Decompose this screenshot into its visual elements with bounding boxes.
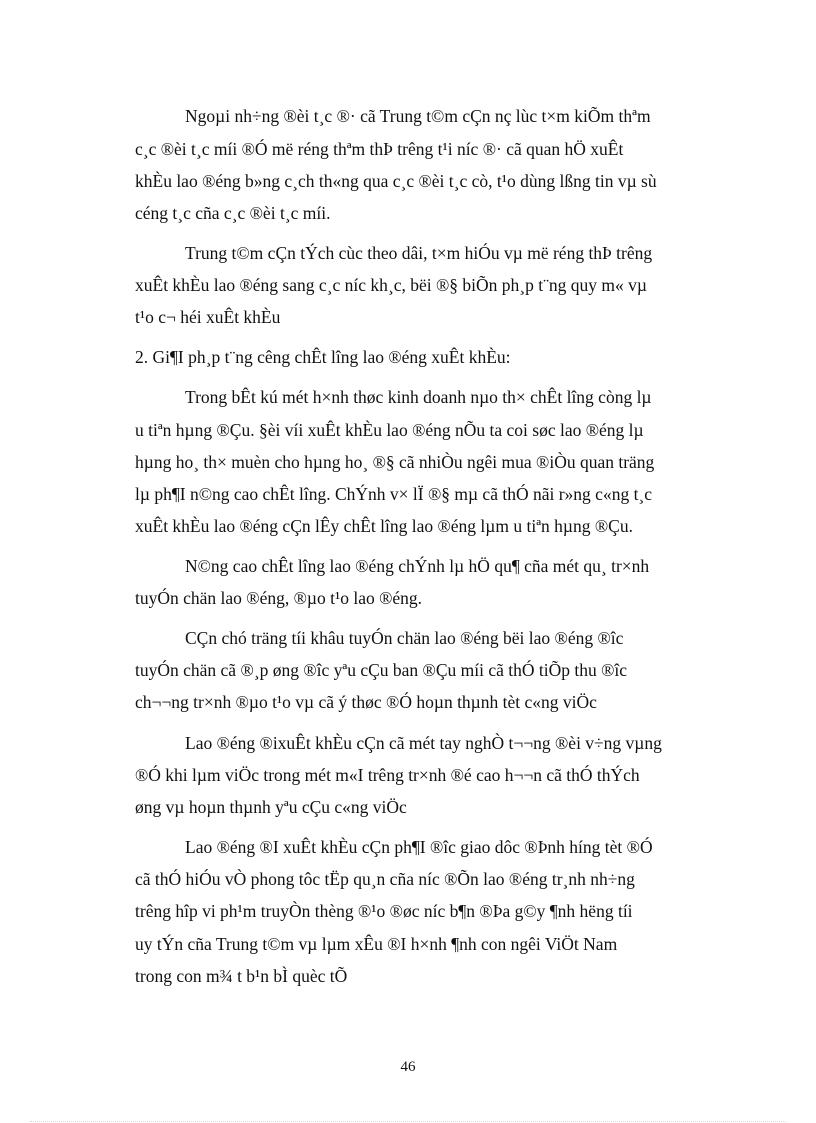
paragraph-2-line-2: xuÊt khÈu lao ®éng sang c¸c níc kh¸c, bëi ®§ biÕn ph¸p t¨ng quy m« vµ <box>135 275 647 295</box>
paragraph-2-line-3: t¹o c¬ héi xuÊt khÈu <box>135 307 281 327</box>
paragraph-3-line-4: lµ ph¶I n©ng cao chÊt lîng. ChÝnh v× lÏ ®§ mµ cã thÓ nãi r»ng c«ng t¸c <box>135 484 653 504</box>
paragraph-3-line-2: u tiªn hµng ®Çu. §èi víi xuÊt khÈu lao ®éng nÕu ta coi søc lao ®éng lµ <box>135 420 644 440</box>
paragraph-5-line-3: ch¬¬ng tr×nh ®µo t¹o vµ cã ý thøc ®Ó hoµn thµnh tèt c«ng viÖc <box>135 692 597 712</box>
paragraph-1-line-1: Ngoµi nh÷ng ®èi t¸c ®· cã Trung t©m cÇn nç lùc t×m kiÕm thªm <box>185 106 651 126</box>
paragraph-6-line-2: ®Ó khi lµm viÖc trong mét m«I trêng tr×nh ®é cao h¬¬n cã thÓ thÝch <box>135 765 640 785</box>
paragraph-1-line-3: khÈu lao ®éng b»ng c¸ch th«ng qua c¸c ®èi t¸c cò, t¹o dùng lßng tin vµ sù <box>135 171 657 191</box>
paragraph-6-line-3: øng vµ hoµn thµnh yªu cÇu c«ng viÖc <box>135 797 407 817</box>
paragraph-7-line-3: trêng hîp vi ph¹m truyÒn thèng ®¹o ®øc níc b¶n ®Þa g©y ¶nh hëng tíi <box>135 901 633 921</box>
paragraph-7-line-1: Lao ®éng ®I xuÊt khÈu cÇn ph¶I ®îc giao dôc ®Þnh híng tèt ®Ó <box>185 837 653 857</box>
paragraph-3-line-3: hµng ho¸ th× muèn cho hµng ho¸ ®§ cã nhiÒu ngêi mua ®iÒu quan träng <box>135 452 655 472</box>
section-heading-2: 2. Gi¶I ph¸p t¨ng cêng chÊt lîng lao ®éng xuÊt khÈu: <box>135 347 511 367</box>
paragraph-3-line-1: Trong bÊt kú mét h×nh thøc kinh doanh nµo th× chÊt lîng còng lµ <box>185 387 652 407</box>
paragraph-7-line-4: uy tÝn cña Trung t©m vµ lµm xÊu ®I h×nh ¶nh con ngêi ViÖt Nam <box>135 934 618 954</box>
paragraph-4-line-2: tuyÓn chän lao ®éng, ®µo t¹o lao ®éng. <box>135 588 423 608</box>
paragraph-5-line-1: CÇn chó träng tíi khâu tuyÓn chän lao ®éng bëi lao ®éng ®îc <box>185 628 624 648</box>
paragraph-7-line-2: cã thÓ hiÓu vÒ phong tôc tËp qu¸n cña níc ®Õn lao ®éng tr¸nh nh÷ng <box>135 869 635 889</box>
paragraph-7-line-5: trong con m¾ t b¹n bÌ quèc tÕ <box>135 966 348 986</box>
paragraph-6-line-1: Lao ®éng ®ixuÊt khÈu cÇn cã mét tay nghÒ t¬¬ng ®èi v÷ng vµng <box>185 733 662 753</box>
page-number: 46 <box>400 1059 416 1075</box>
paragraph-2-line-1: Trung t©m cÇn tÝch cùc theo dâi, t×m hiÓu vµ më réng thÞ trêng <box>185 243 653 263</box>
paragraph-1-line-2: c¸c ®èi t¸c míi ®Ó më réng thªm thÞ trêng t¹i níc ®· cã quan hÖ xuÊt <box>135 139 624 159</box>
paragraph-5-line-2: tuyÓn chän cã ®¸p øng ®îc yªu cÇu ban ®Çu míi cã thÓ tiÕp thu ®îc <box>135 660 628 680</box>
paragraph-3-line-5: xuÊt khÈu lao ®éng cÇn lÊy chÊt lîng lao ®éng lµm u tiªn hµng ®Çu. <box>135 516 633 536</box>
page-bottom-divider <box>30 1121 786 1122</box>
paragraph-4-line-1: N©ng cao chÊt lîng lao ®éng chÝnh lµ hÖ qu¶ cña mét qu¸ tr×nh <box>185 556 650 576</box>
paragraph-1-line-4: céng t¸c cña c¸c ®èi t¸c míi. <box>135 203 331 223</box>
